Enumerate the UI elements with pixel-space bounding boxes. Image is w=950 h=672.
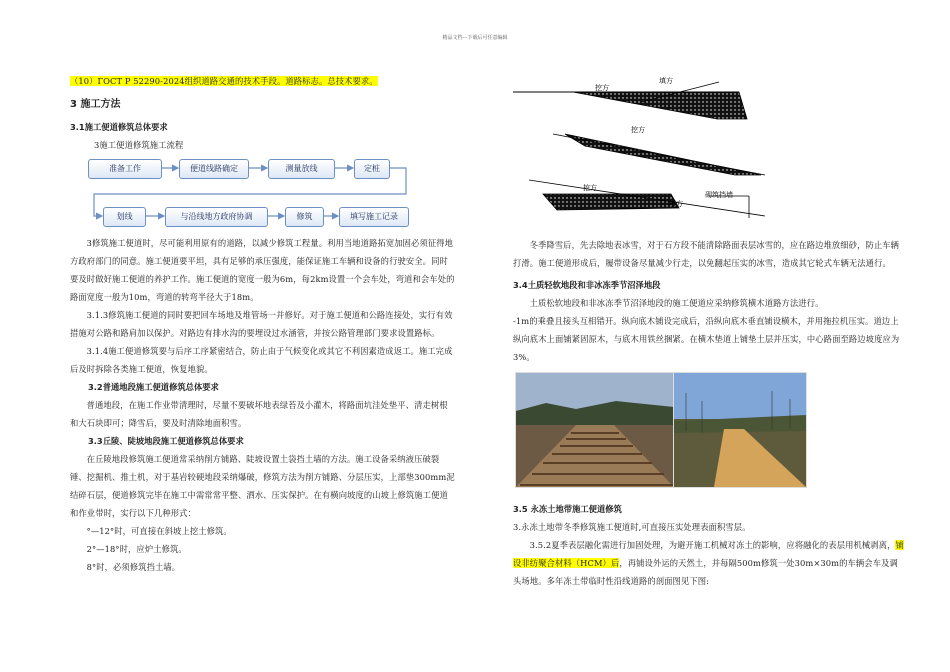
photo-row xyxy=(513,372,905,500)
flow-step-record: 填写施工记录 xyxy=(339,207,409,227)
paragraph xyxy=(513,536,905,590)
list-item: °—12°时，可直接在斜坡上挖土修筑。 xyxy=(86,526,232,536)
left-column xyxy=(70,72,456,576)
construction-flowchart xyxy=(88,158,428,232)
label-cut-1: 挖方 xyxy=(595,84,609,92)
flow-step-prepare: 准备工作 xyxy=(88,159,162,179)
label-fill-1: 填方 xyxy=(659,77,673,85)
flow-step-stake: 定桩 xyxy=(354,159,390,179)
paragraph: 冬季降雪后，先去除地表冰雪，对于石方段不能清除路面表层冰雪的，应在路边堆放细砂，防止车辆打滑。施工便道形成后，履带设备尽量减少行走，以免翻起压实的冰雪，造成其它轮式车辆无法通行。 xyxy=(513,240,900,268)
label-cut-2: 挖方 xyxy=(631,126,645,134)
flow-step-mark: 划线 xyxy=(103,207,146,227)
label-cut-3: 挖方 xyxy=(583,184,597,192)
gost-reference xyxy=(70,72,456,90)
flow-caption: 3施工便道修筑施工流程 xyxy=(94,140,184,150)
paragraph: 3.1.4施工便道修筑要与后序工序紧密结合，防止由于气候变化或其它不利因素造成返工。施工完成后及时拆除各类施工便道，恢复地貌。 xyxy=(70,346,453,374)
paragraph: -1m的乘叠且接头互相错开。纵向底木铺设完成后，沿纵向底木垂直铺设横木，并用拖拉机压实。道边上纵向底木上面铺紧固原木，与底木用铁丝捆紧。在横木垫道上铺垫土层并压实，中心路面至路边坡度应为3%。 xyxy=(513,316,900,362)
flow-step-build: 修筑 xyxy=(285,207,324,227)
paragraph: 普通地段，在施工作业带清理时，尽量不要破坏地表绿苔及小灌木，将路面坑洼处垫平、清走树根和大石块即可；降雪后，要及时清除地面积雪。 xyxy=(70,400,448,428)
paragraph: 在丘陵地段修筑施工便道常采纳削方铺路、陡坡设置土袋挡土墙的方法。施工设备采纳液压破裂锤、挖掘机、推土机，对于基岩较硬地段采纳爆破，修筑方法为削方铺路、分层压实，上部垫300mm泥结碎石层，便道修筑完毕在施工中需常常平整、洒水、压实保护。在有横向坡度的山坡上修筑施工便道和作业带时，实行以下几种形式： xyxy=(70,454,455,518)
label-retaining-wall: 砌筑挡墙 xyxy=(705,191,733,199)
paragraph: 3修筑施工便道时，尽可能利用原有的道路，以减少修筑工程量。利用当地道路拓宽加固必须征得地方政府部门的同意。施工便道要平坦，具有足够的承压强度，能保证施工车辆和设备的行驶安全。同时要及时做好施工便道的养护工作。施工便道的宽度一般为6m，每2km设置一个会车处，弯道和会车处的路面宽度一般为10m，弯道的转弯半径大于18m。 xyxy=(70,238,455,302)
subsection-title-3-3: 3.3丘陵、陡坡地段施工便道修筑总体要求 xyxy=(88,436,244,446)
page-header: 精品文档---下载后可任意编辑 xyxy=(442,35,508,41)
subsection-title-3-1: 3.1施工便道修筑总体要求 xyxy=(70,122,168,132)
paragraph: 土质松软地段和非冰冻季节沼泽地段的施工便道应采纳修筑横木道路方法进行。 xyxy=(529,298,824,308)
highlighted-text: （10）ГОСТ Р 52290-2024组织道路交通的技术手段。道路标志。总技术要求。 xyxy=(70,76,378,86)
slope-cross-section-diagram xyxy=(513,72,905,232)
right-column xyxy=(513,72,905,590)
paragraph: 3.1.3修筑施工便道的同时要把回车场地及堆管场一并修好。对于施工便道和公路连接处，实行有效措施对公路和路肩加以保护。对路边有排水沟的要埋设过水涵管，并按公路管理部门要求设置路标。 xyxy=(70,310,453,338)
subsection-title-3-5: 3.5 永冻土地带施工便道修筑 xyxy=(513,504,622,514)
label-fill-3: 填方 xyxy=(669,200,683,208)
subsection-title-3-2: 3.2普通地段施工便道修筑总体要求 xyxy=(88,382,219,392)
highlighted-text: 铺设非纺聚合材料（HCM）后 xyxy=(513,540,904,568)
flow-step-route: 便道线路确定 xyxy=(179,159,249,179)
subsection-title-3-4: 3.4土质轻软地段和非冰冻季节沼泽地段 xyxy=(513,280,661,290)
section-title: 3 施工方法 xyxy=(70,99,121,110)
flow-step-survey: 测量放线 xyxy=(268,159,335,179)
flow-step-coordinate: 与沿线地方政府协调 xyxy=(165,207,268,227)
permafrost-road-photo xyxy=(673,372,807,488)
list-item: 2°—18°时，应炉土修筑。 xyxy=(86,544,187,554)
list-item: 8°时，必须修筑挡土墙。 xyxy=(86,562,181,572)
text-run: 3.5.2夏季表层融化需进行加固处理，为避开施工机械对冻土的影响，应将融化的表层用机械剥离， xyxy=(529,540,896,550)
text-run: ，再铺设外运的天然土，并每隔500m修筑一处30m×30m的车辆会车及调头场地。多年冻土带临时性沿线道路的剖面图见下图: xyxy=(513,558,898,586)
corduroy-road-photo xyxy=(515,372,675,488)
paragraph: 3.永冻土地带冬季修筑施工便道时,可直接压实处理表面积雪层。 xyxy=(513,522,751,532)
